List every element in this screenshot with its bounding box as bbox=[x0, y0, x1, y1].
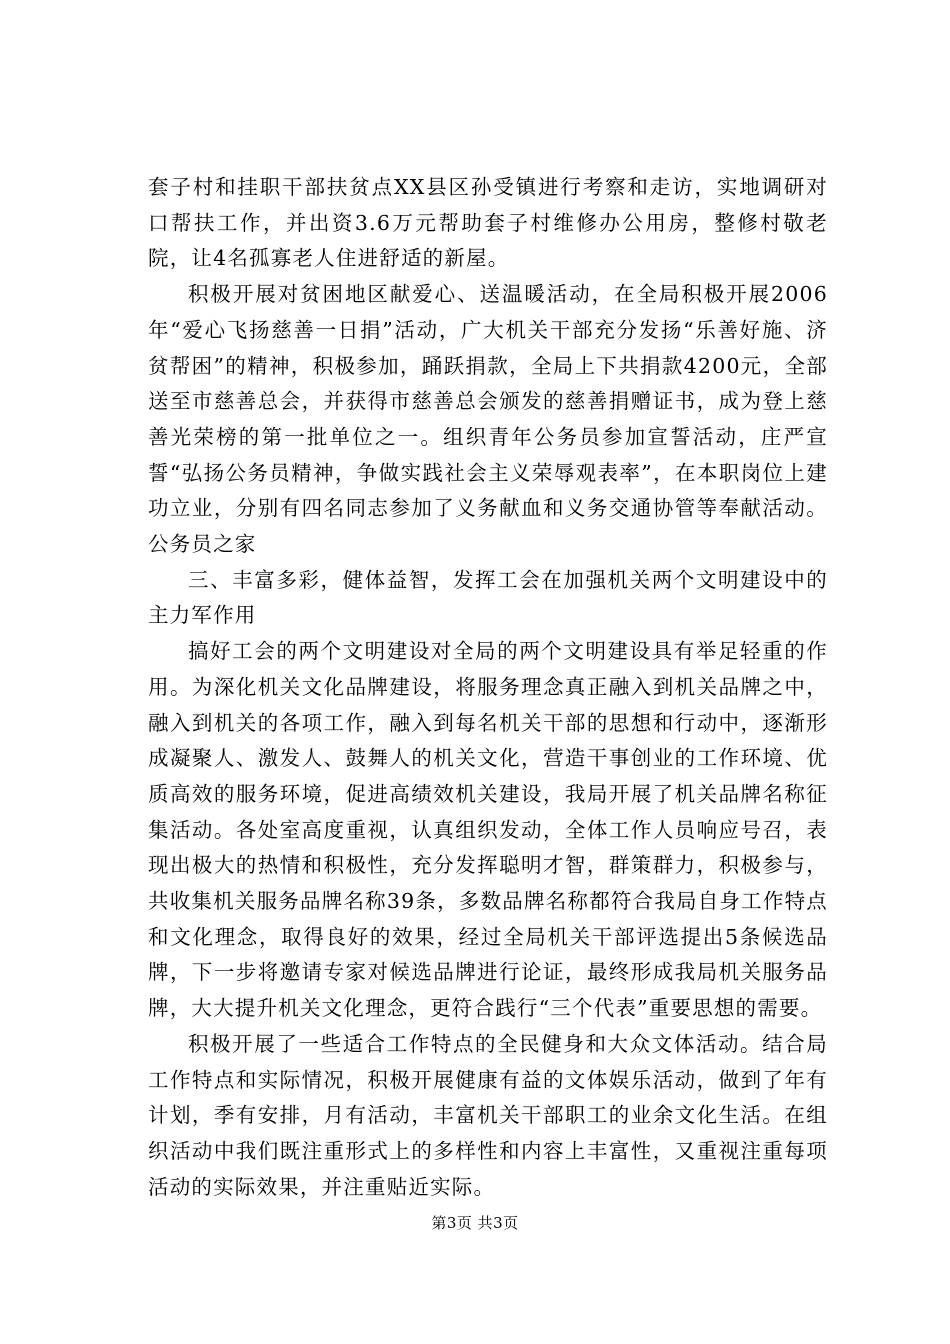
paragraph-2: 积极开展对贫困地区献爱心、送温暖活动，在全局积极开展2006年“爱心飞扬慈善一日捐”活动，广大机关干部充分发扬“乐善好施、济贫帮困”的精神，积极参加，踊跃捐款，全局上下共捐款4200元，全部送至市慈善总会，并获得市慈善总会颁发的慈善捐赠证书，成为登上慈善光荣榜的第一批单位之一。组织青年公务员参加宣誓活动，庄严宣誓“弘扬公务员精神，争做实践社会主义荣辱观表率”，在本职岗位上建功立业，分别有四名同志参加了义务献血和义务交通协管等奉献活动。公务员之家 bbox=[148, 282, 828, 557]
section-heading: 三、丰富多彩，健体益智，发挥工会在加强机关两个文明建设中的主力军作用 bbox=[148, 567, 828, 628]
paragraph-1: 套子村和挂职干部扶贫点XX县区孙受镇进行考察和走访，实地调研对口帮扶工作，并出资3.6万元帮助套子村维修办公用房，整修村敬老院，让4名孤寡老人住进舒适的新屋。 bbox=[148, 175, 828, 271]
document-body bbox=[148, 170, 828, 1205]
paragraph-4: 积极开展了一些适合工作特点的全民健身和大众文体活动。结合局工作特点和实际情况，积极开展健康有益的文体娱乐活动，做到了年有计划，季有安排，月有活动，丰富机关干部职工的业余文化生活。在组织活动中我们既注重形式上的多样性和内容上丰富性，又重视注重每项活动的实际效果，并注重贴近实际。 bbox=[148, 1031, 828, 1199]
page-footer: 第3页 共3页 bbox=[431, 1214, 519, 1232]
paragraph-3: 搞好工会的两个文明建设对全局的两个文明建设具有举足轻重的作用。为深化机关文化品牌建设，将服务理念真正融入到机关品牌之中，融入到机关的各项工作，融入到每名机关干部的思想和行动中，逐渐形成凝聚人、激发人、鼓舞人的机关文化，营造干事创业的工作环境、优质高效的服务环境，促进高绩效机关建设，我局开展了机关品牌名称征集活动。各处室高度重视，认真组织发动，全体工作人员响应号召，表现出极大的热情和积极性，充分发挥聪明才智，群策群力，积极参与，共收集机关服务品牌名称39条，多数品牌名称都符合我局自身工作特点和文化理念，取得良好的效果，经过全局机关干部评选提出5条候选品牌，下一步将邀请专家对候选品牌进行论证，最终形成我局机关服务品牌，大大提升机关文化理念，更符合践行“三个代表”重要思想的需要。 bbox=[148, 639, 828, 1021]
